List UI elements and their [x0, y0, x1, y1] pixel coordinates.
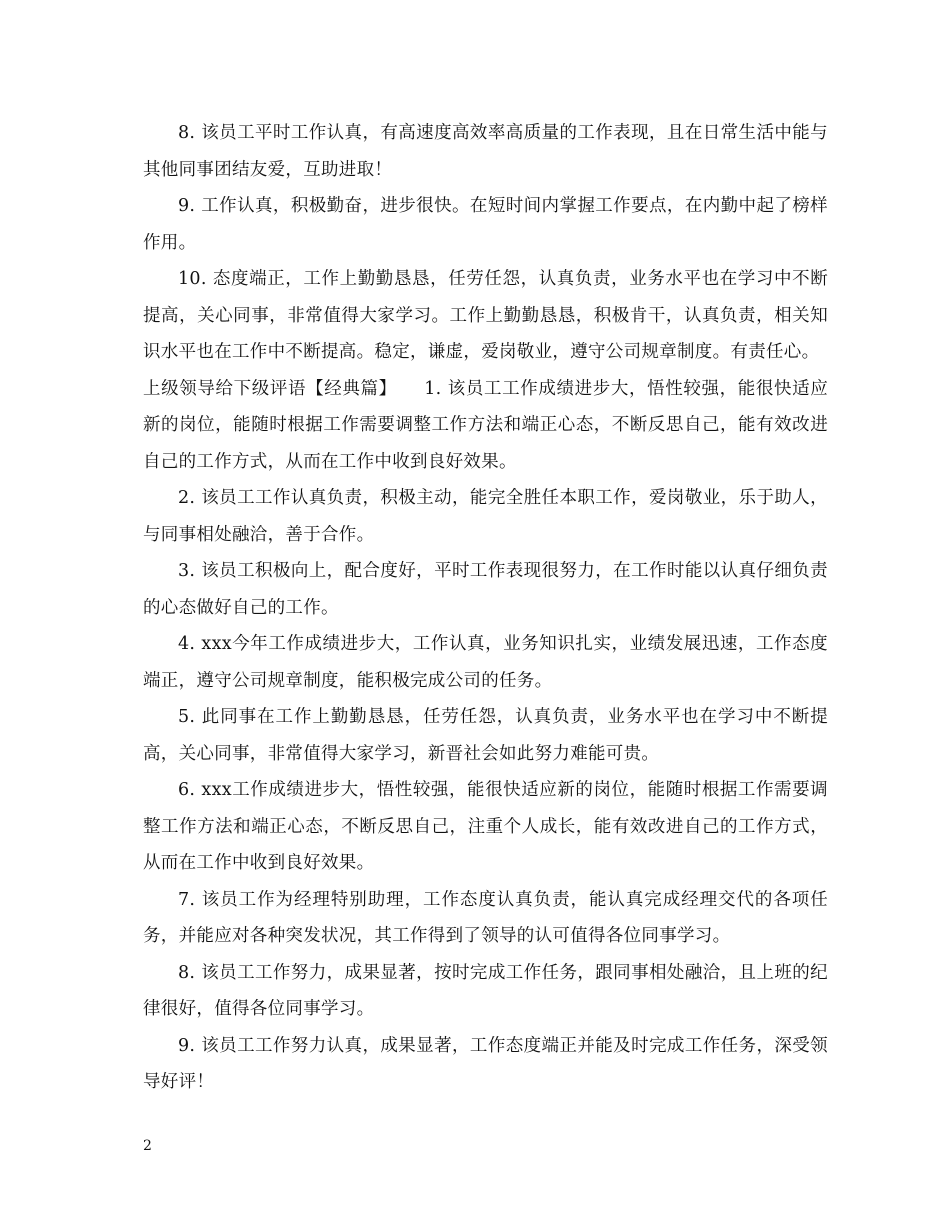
paragraph-item-9-second: 9. 该员工工作努力认真，成果显著，工作态度端正并能及时完成工作任务，深受领导好评！ [143, 1035, 828, 1092]
paragraph-item-8-second: 8. 该员工工作努力，成果显著，按时完成工作任务，跟同事相处融洽，且上班的纪律很好，值得各位同事学习。 [143, 962, 828, 1019]
document-body [143, 115, 828, 1101]
section-heading-paragraph: 上级领导给下级评语【经典篇】 1. 该员工工作成绩进步大，悟性较强，能很快适应新的岗位，能随时根据工作需要调整工作方法和端正心态，不断反思自己，能有效改进自己的工作方式，从而在工作中收到良好效果。 [143, 378, 828, 472]
paragraph-item-3: 3. 该员工积极向上，配合度好，平时工作表现很努力，在工作时能以认真仔细负责的心态做好自己的工作。 [143, 561, 828, 618]
paragraph-item-2: 2. 该员工工作认真负责，积极主动，能完全胜任本职工作，爱岗敬业，乐于助人，与同事相处融洽，善于合作。 [143, 488, 828, 545]
paragraph-item-4: 4. xxx今年工作成绩进步大，工作认真，业务知识扎实，业绩发展迅速，工作态度端正，遵守公司规章制度，能积极完成公司的任务。 [143, 634, 828, 691]
paragraph-item-7: 7. 该员工作为经理特别助理，工作态度认真负责，能认真完成经理交代的各项任务，并能应对各种突发状况，其工作得到了领导的认可值得各位同事学习。 [143, 889, 828, 946]
paragraph-item-6: 6. xxx工作成绩进步大，悟性较强，能很快适应新的岗位，能随时根据工作需要调整工作方法和端正心态，不断反思自己，注重个人成长，能有效改进自己的工作方式，从而在工作中收到良好效果。 [143, 780, 828, 873]
paragraph-item-8-first: 8. 该员工平时工作认真，有高速度高效率高质量的工作表现，且在日常生活中能与其他同事团结友爱，互助进取！ [143, 123, 828, 180]
paragraph-item-10: 10. 态度端正，工作上勤勤恳恳，任劳任怨，认真负责，业务水平也在学习中不断提高，关心同事，非常值得大家学习。工作上勤勤恳恳，积极肯干，认真负责，相关知识水平也在工作中不断提高。稳定，谦虚，爱岗敬业，遵守公司规章制度。有责任心。 [143, 269, 828, 362]
page-number: 2 [143, 1138, 152, 1154]
paragraph-item-5: 5. 此同事在工作上勤勤恳恳，任劳任怨，认真负责，业务水平也在学习中不断提高，关心同事，非常值得大家学习，新晋社会如此努力难能可贵。 [143, 707, 828, 764]
paragraph-item-9-first: 9. 工作认真，积极勤奋，进步很快。在短时间内掌握工作要点，在内勤中起了榜样作用。 [143, 196, 828, 253]
